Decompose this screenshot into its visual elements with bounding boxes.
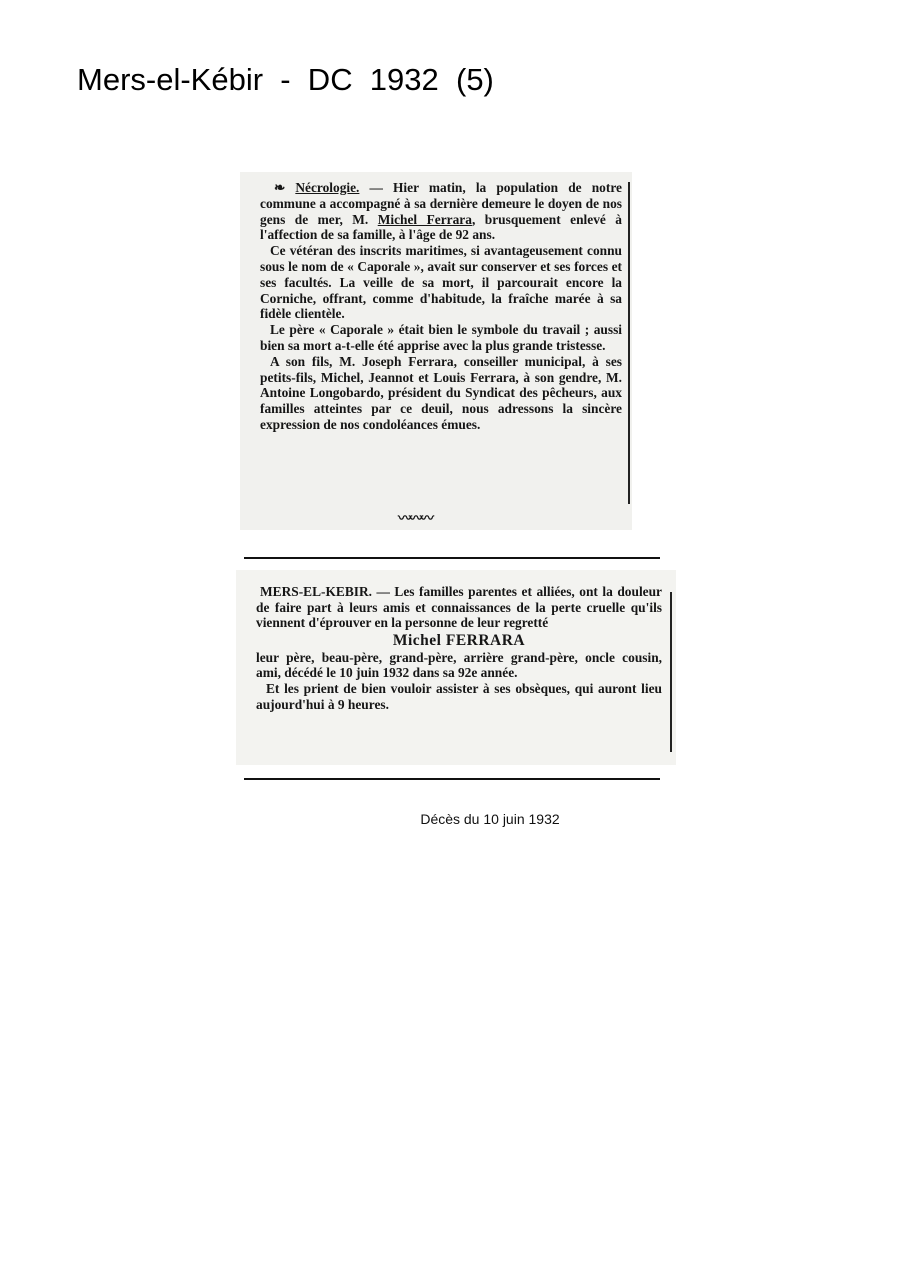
- separator-rule-bottom: [244, 778, 660, 780]
- death-notice-paragraph-2: leur père, beau-père, grand-père, arrière grand-père, oncle cousin, ami, décédé le 10 juin 1932 dans sa 92e année.: [256, 649, 662, 681]
- necrology-paragraph-1: [260, 180, 622, 243]
- necrology-paragraph-4: A son fils, M. Joseph Ferrara, conseiller municipal, à ses petits-fils, Michel, Jeannot et Louis Ferrara, à son gendre, M. Antoine Longobardo, président du Syndicat des pêcheurs, aux familles atteintes par ce deuil, nous adressons la sincère expression de nos condoléances émues.: [260, 353, 622, 432]
- necrology-paragraph-3: Le père « Caporale » était bien le symbole du travail ; aussi bien sa mort a-t-elle été apprise avec la plus grande tristesse.: [260, 322, 622, 353]
- death-notice-lead: MERS-EL-KEBIR. — Les familles parentes et alliées, ont la douleur de faire part à leurs amis et connaissances de la perte cruelle qu'ils viennent d'éprouver en la personne de leur regretté: [256, 584, 662, 631]
- column-rule: [628, 182, 630, 504]
- necrology-p1-text: — Hier matin, la population de notre commune a accompagné à sa dernière demeure le doyen de nos gens de mer, M.: [260, 180, 622, 227]
- separator-rule-top: [244, 557, 660, 559]
- death-notice-name: Michel FERRARA: [392, 631, 526, 649]
- death-notice-clipping: [236, 570, 676, 765]
- page-title: Mers-el-Kébir - DC 1932 (5): [77, 62, 494, 97]
- fleuron-icon: ❧: [274, 180, 296, 195]
- necrology-p1-end: , brusquement enlevé à l'affection de sa famille, à l'âge de 92 ans.: [260, 211, 622, 243]
- necrology-paragraph-2: Ce vétéran des inscrits maritimes, si avantageusement connu sous le nom de « Caporale », avait sur conserver et ses forces et ses facultés. La veille de sa mort, il parcourait encore la Corniche, offrant, comme d'habitude, la fraîche marée à sa fidèle clientèle.: [260, 243, 622, 322]
- death-notice-paragraph-3: Et les prient de bien vouloir assister à ses obsèques, qui auront lieu aujourd'hui à 9 heures.: [256, 680, 662, 712]
- death-notice-text: [256, 584, 662, 712]
- column-rule: [670, 592, 672, 752]
- necrology-text: [260, 180, 622, 433]
- caption: Décès du 10 juin 1932: [420, 811, 560, 827]
- necrology-heading: Nécrologie.: [295, 180, 360, 195]
- wave-ornament-icon: 〰〰〰: [398, 511, 431, 527]
- necrology-clipping: [240, 172, 632, 530]
- deceased-name: Michel Ferrara: [377, 211, 472, 227]
